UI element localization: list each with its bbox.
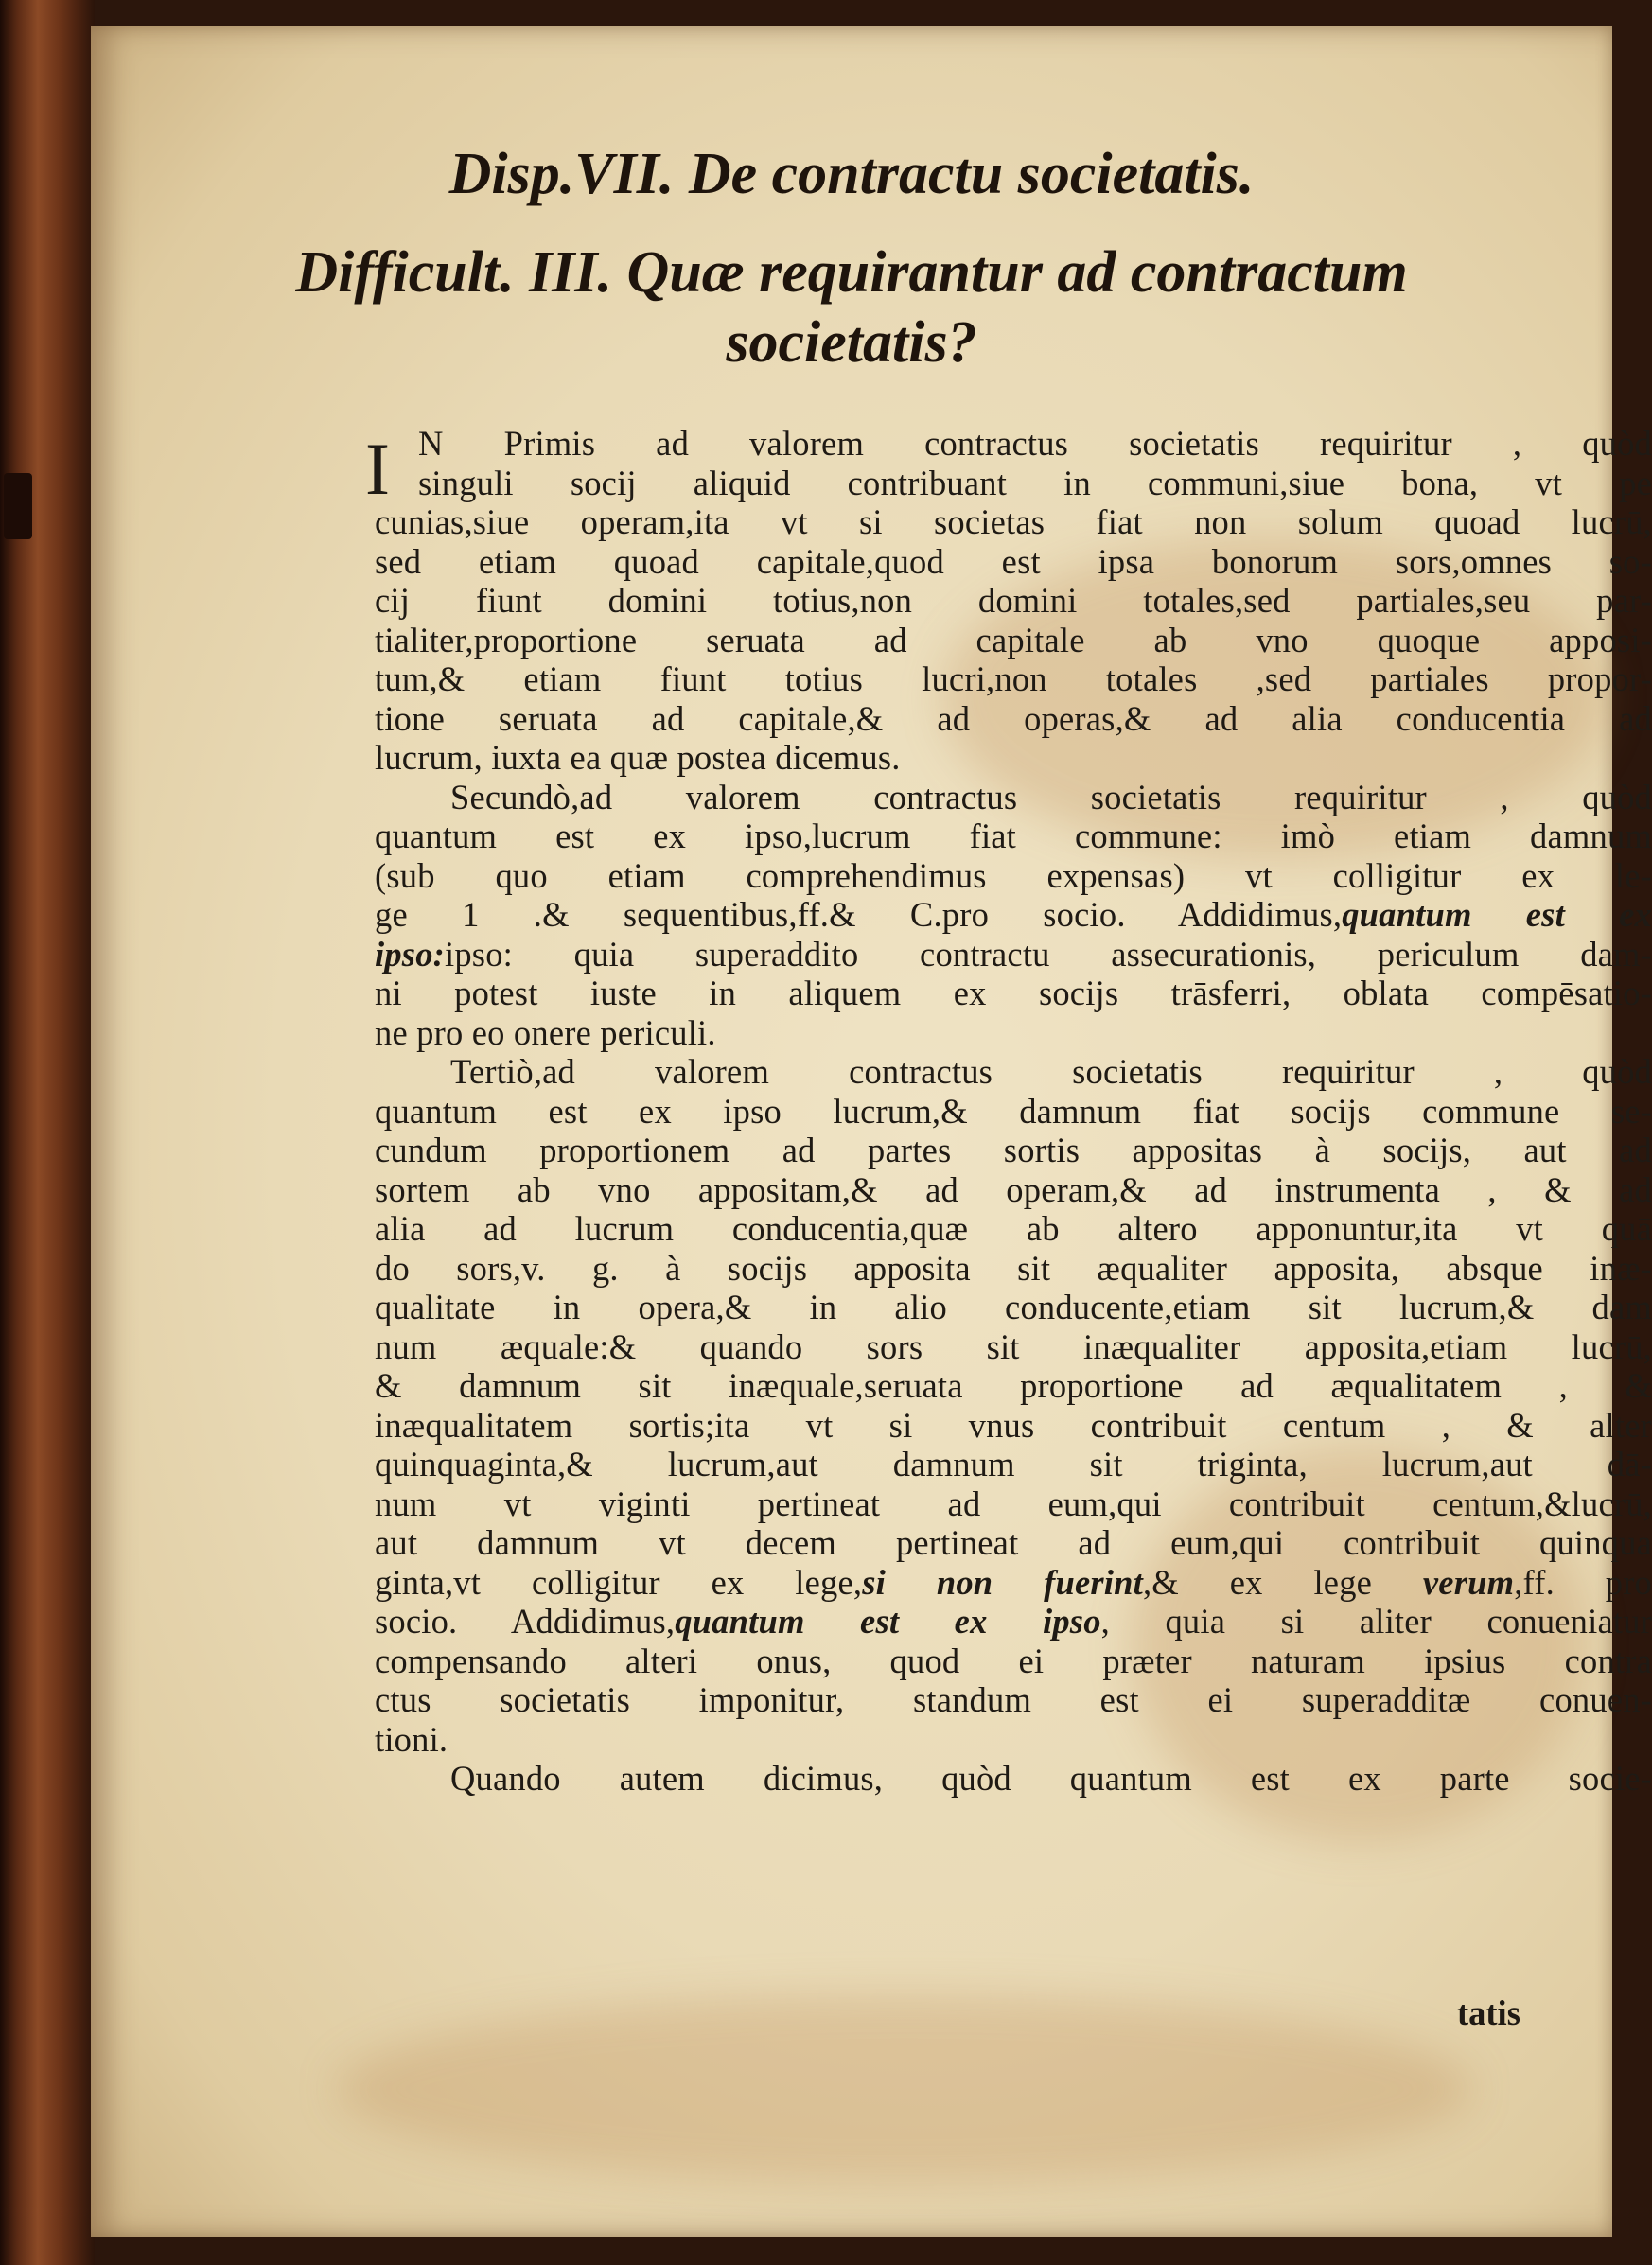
text-line: aut damnum vt decem pertineat ad eum,qui contribuit quinqua	[375, 1523, 1652, 1562]
text-line: cij fiunt domini totius,non domini totales,sed partiales,seu par-	[375, 581, 1652, 620]
foxing-stain	[337, 1994, 1472, 2184]
text-line: Secundò,ad valorem contractus societatis requiritur , quòd	[450, 777, 1652, 816]
text-line: sortem ab vno appositam,& ad operam,& ad instrumenta , & ad	[375, 1169, 1652, 1209]
text-run: ,& ex lege	[1142, 1562, 1423, 1602]
text-line: lucrum, iuxta ea quæ postea dicemus.	[375, 738, 901, 777]
text-line: & damnum sit inæquale,seruata proportione ad æqualitatem , &	[375, 1366, 1652, 1405]
text-line	[375, 935, 1652, 974]
text-line: compensando alteri onus, quod ei præter naturam ipsius contra	[375, 1641, 1652, 1680]
text-line: inæqualitatem sortis;ita vt si vnus contribuit centum , & alter	[375, 1405, 1652, 1445]
italic-run: verum	[1422, 1562, 1515, 1602]
italic-run: quantum est ex ipso	[675, 1602, 1101, 1641]
text-line: Tertiò,ad valorem contractus societatis requiritur , quòd	[450, 1052, 1652, 1091]
text-run: ge 1 .& sequentibus,ff.& C.pro socio. Addidimus,	[375, 895, 1343, 934]
text-line: num vt viginti pertineat ad eum,qui contribuit centum,&lucrū,	[375, 1484, 1652, 1523]
body-text	[365, 424, 1652, 1799]
text-line: Quando autem dicimus, quòd quantum est ex parte socie-	[450, 1759, 1652, 1798]
drop-cap: I	[365, 428, 391, 510]
text-line: alia ad lucrum conducentia,quæ ab altero apponuntur,ita vt quā	[375, 1209, 1652, 1248]
text-line: quinquaginta,& lucrum,aut damnum sit triginta, lucrum,aut dā-	[375, 1445, 1652, 1484]
italic-run: quantum est ex	[1342, 895, 1652, 934]
text-line: N Primis ad valorem contractus societatis requiritur , quòd	[418, 424, 1652, 463]
running-head: Disp.VII. De contractu societatis.	[448, 142, 1255, 206]
text-line: num æquale:& quando sors sit inæqualiter apposita,etiam lucrū,	[375, 1326, 1652, 1366]
text-line: sed etiam quoad capitale,quod est ipsa bonorum sors,omnes so-	[375, 541, 1652, 581]
text-line	[375, 1602, 1652, 1642]
section-title-continued: societatis?	[726, 310, 977, 375]
section-title: Difficult. III. Quæ requirantur ad contractum	[295, 240, 1408, 305]
text-line: tioni.	[375, 1719, 448, 1759]
italic-run: ipso:	[375, 934, 445, 974]
spine-band	[4, 473, 32, 539]
text-line: cundum proportionem ad partes sortis appositas à socijs, aut ad	[375, 1131, 1652, 1169]
text-line: quantum est ex ipso lucrum,& damnum fiat socijs commune se-	[375, 1091, 1652, 1131]
text-run: ginta,vt colligitur ex lege,	[375, 1562, 863, 1602]
text-line: (sub quo etiam comprehendimus expensas) vt colligitur ex le-	[375, 855, 1652, 895]
text-run: ,ff. pro	[1514, 1562, 1652, 1602]
text-line: ctus societatis imponitur, standum est ei superadditæ conuen-	[375, 1680, 1652, 1719]
text-line	[375, 895, 1652, 935]
text-line: tum,& etiam fiunt totius lucri,non totales ,sed partiales propor-	[375, 659, 1652, 698]
text-line: tione seruata ad capitale,& ad operas,& ad alia conducentia ad	[375, 698, 1652, 738]
book-spine-edge	[0, 0, 95, 2265]
italic-run: si non fuerint	[862, 1562, 1143, 1602]
text-run: , quia si aliter conueniatur	[1100, 1602, 1652, 1641]
text-run: ipso: quia superaddito contractu assecurationis, periculum dam-	[445, 934, 1652, 974]
catchword: tatis	[1457, 1993, 1520, 2032]
text-run: socio. Addidimus,	[375, 1602, 676, 1641]
text-line: ni potest iuste in aliquem ex socijs trāsferri, oblata compēsatio-	[375, 974, 1652, 1012]
book-page	[91, 26, 1652, 2237]
text-line: do sors,v. g. à socijs apposita sit æqualiter apposita, absque inæ-	[375, 1248, 1652, 1288]
text-line	[375, 1563, 1652, 1603]
text-line: singuli socij aliquid contribuant in communi,siue bona, vt pe	[418, 463, 1652, 502]
text-line: quantum est ex ipso,lucrum fiat commune: imò etiam damnum	[375, 816, 1652, 855]
text-line: tialiter,proportione seruata ad capitale ab vno quoque apposi-	[375, 620, 1652, 659]
text-line: cunias,siue operam,ita vt si societas fiat non solum quoad lucrū,	[375, 502, 1652, 541]
text-line: ne pro eo onere periculi.	[375, 1012, 716, 1052]
text-line: qualitate in opera,& in alio conducente,etiam sit lucrum,& dam	[375, 1288, 1652, 1326]
